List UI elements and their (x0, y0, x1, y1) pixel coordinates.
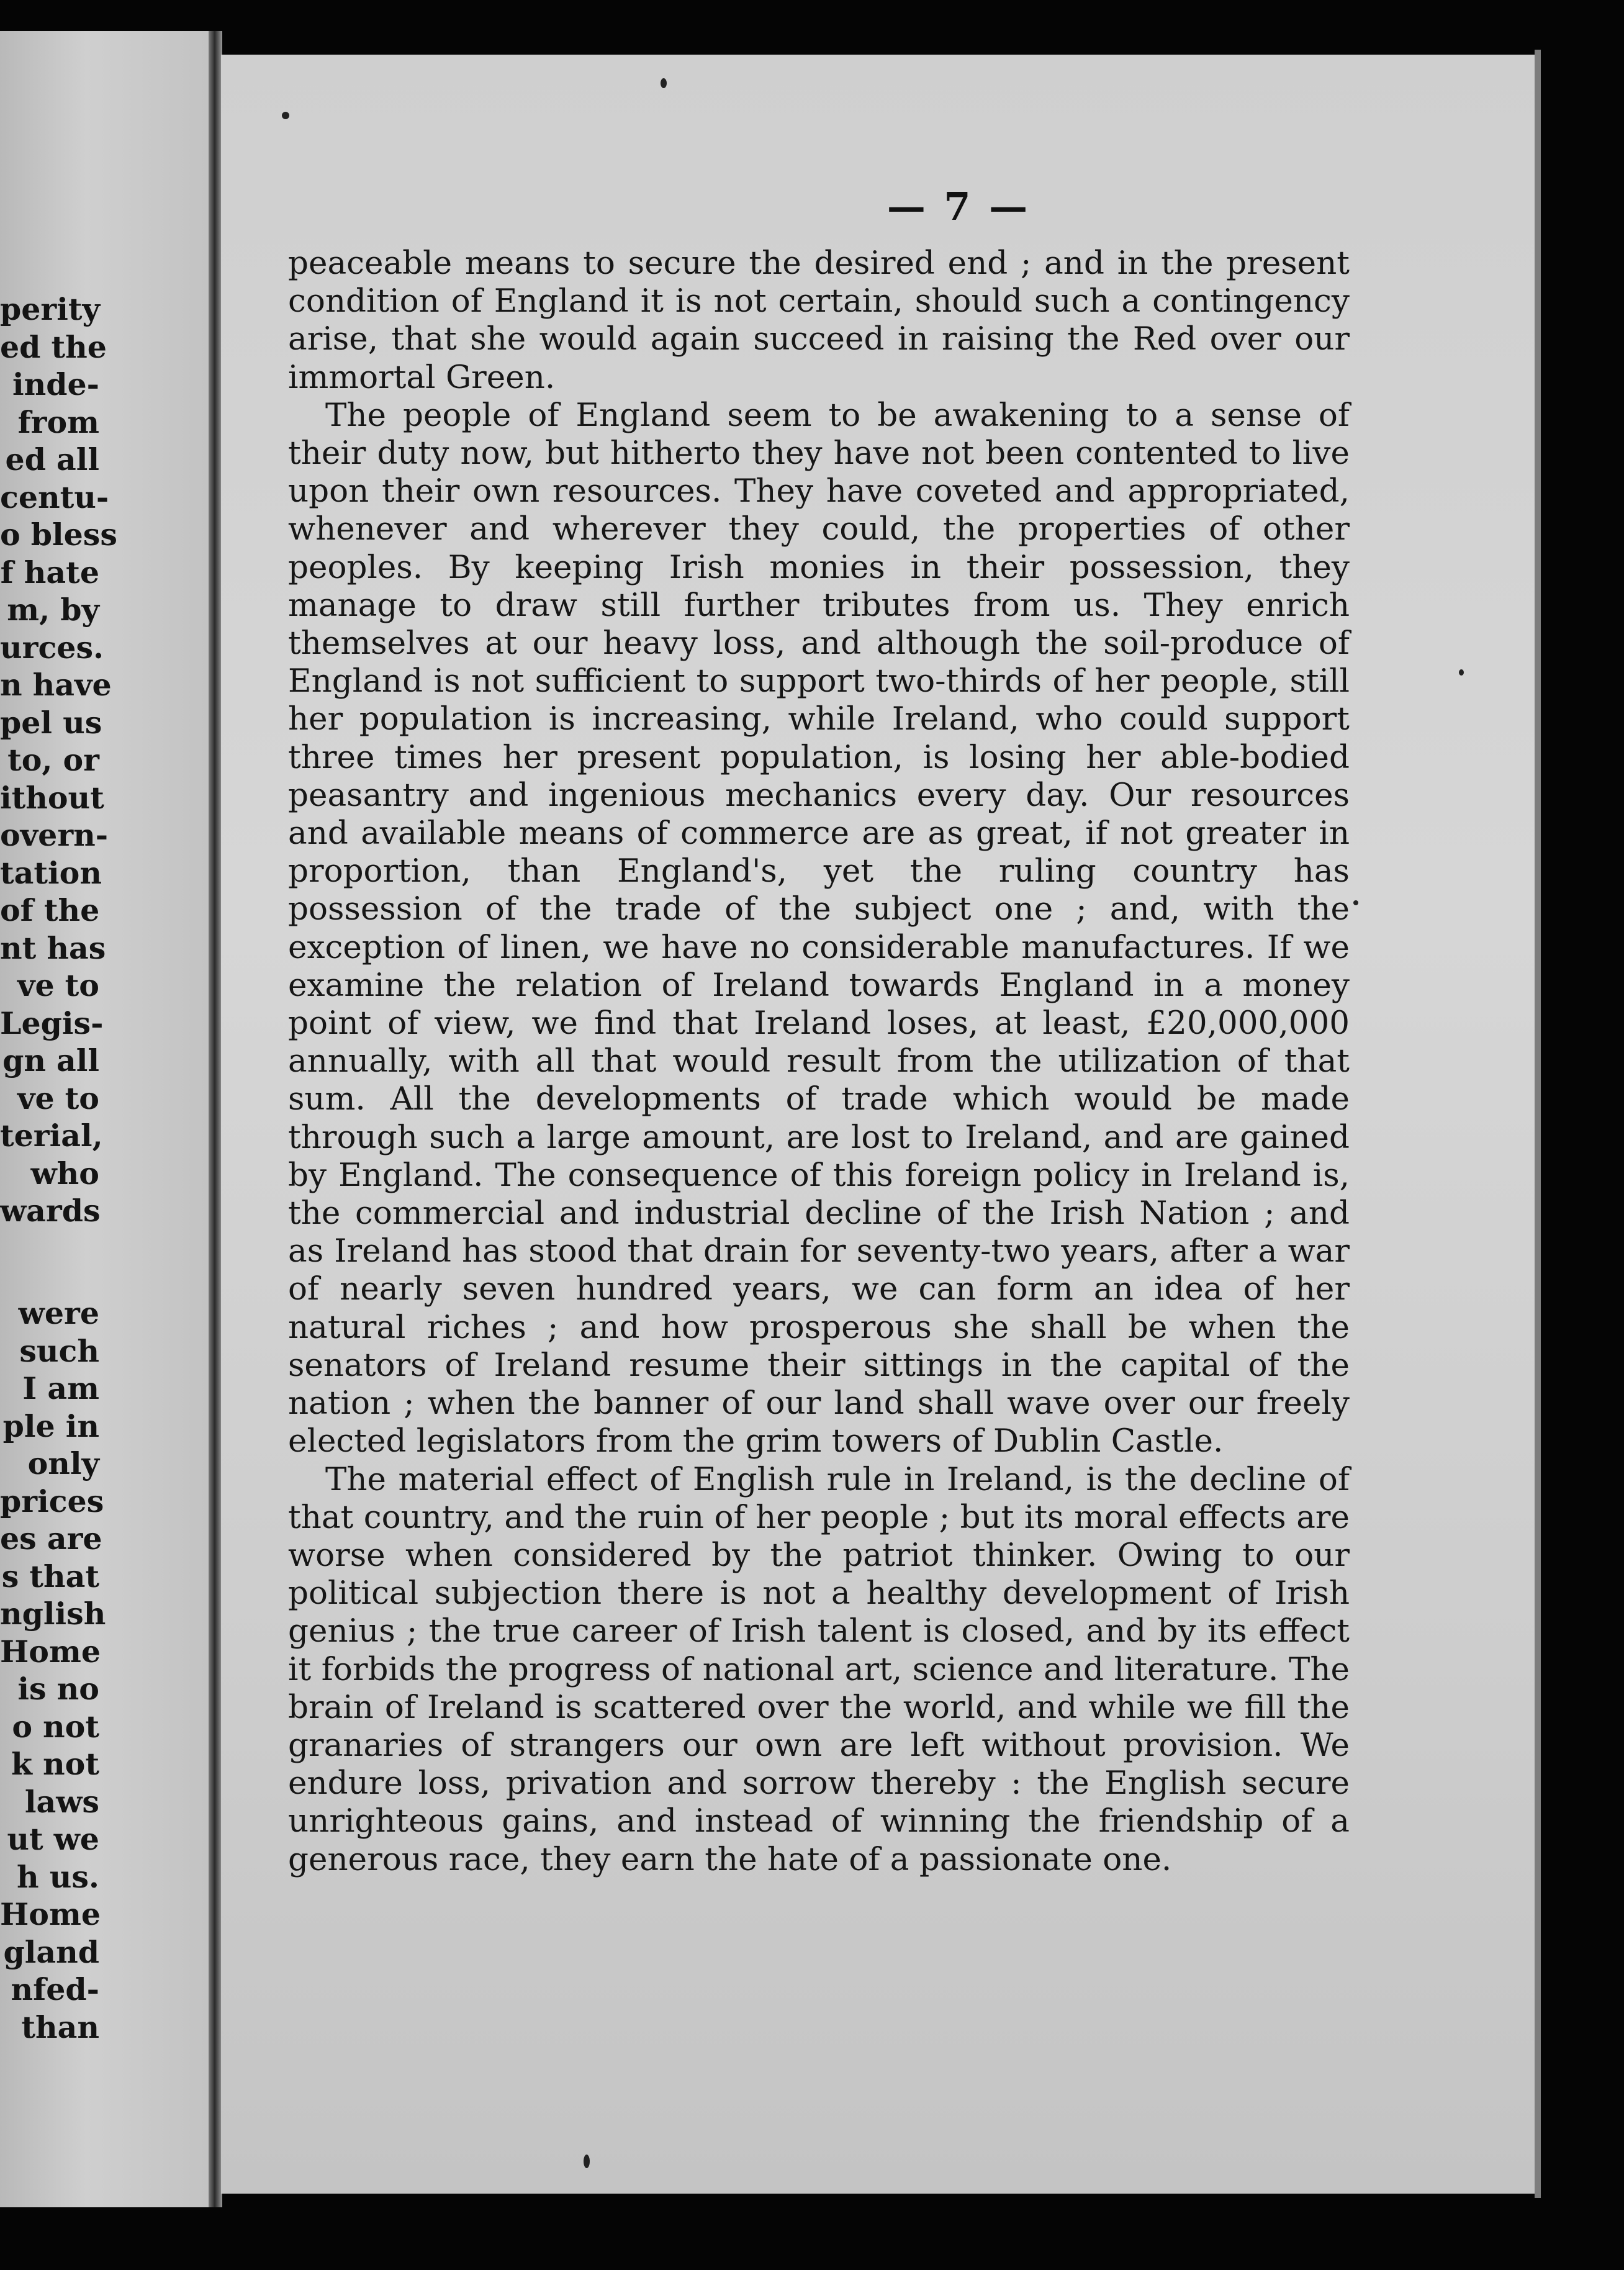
previous-page-line-fragment: pel us (0, 704, 102, 741)
previous-page-line-fragment: urces. (0, 629, 104, 666)
body-text (288, 245, 1350, 1879)
previous-page-line-fragment: k not (11, 1746, 99, 1782)
paragraph-1: peaceable means to secure the desired end ; and in the present condition of England it is not certain, should such a contingency arise, that she would again succeed in raising the Red over our immortal Green. (288, 245, 1350, 396)
ink-speck (1459, 669, 1464, 676)
ink-speck (584, 2155, 590, 2168)
previous-page-line-fragment: from (17, 404, 99, 440)
previous-page-line-fragment: only (27, 1445, 99, 1481)
previous-page-line-fragment: I am (22, 1370, 99, 1406)
previous-page-line-fragment: Home (0, 1633, 101, 1670)
previous-page-line-fragment: es are (0, 1521, 102, 1557)
previous-page-line-fragment: gland (3, 1933, 99, 1970)
previous-page-line-fragment: Home (0, 1896, 101, 1932)
previous-page-line-fragment: ed all (5, 441, 99, 477)
previous-page-line-fragment: o bless (0, 517, 117, 553)
ink-speck (1353, 900, 1358, 905)
previous-page-line-fragment: prices (0, 1483, 104, 1519)
page-7 (221, 55, 1535, 2194)
previous-page-line-fragment: gn all (2, 1042, 99, 1078)
page-edge (1535, 50, 1541, 2198)
previous-page-line-fragment: were (18, 1295, 99, 1331)
previous-page-line-fragment: f hate (0, 554, 99, 590)
previous-page-line-fragment: laws (24, 1783, 99, 1820)
previous-page-line-fragment: tation (0, 854, 102, 891)
previous-page-line-fragment: nfed- (11, 1971, 99, 2007)
previous-page-line-fragment: h us. (17, 1858, 99, 1895)
page-gutter (209, 31, 222, 2207)
previous-page-line-fragment: Legis- (0, 1005, 104, 1041)
previous-page-line-fragment: inde- (12, 366, 99, 402)
previous-page-line-fragment: ithout (0, 779, 104, 816)
previous-page-line-fragment: o not (12, 1708, 99, 1745)
previous-page-line-fragment: is no (17, 1671, 99, 1707)
ink-speck (282, 112, 289, 119)
previous-page-column-bottom (0, 1295, 106, 2046)
previous-page-line-fragment: nglish (0, 1596, 106, 1632)
previous-page-line-fragment: ple in (2, 1408, 99, 1444)
previous-page-line-fragment: such (19, 1332, 99, 1369)
paragraph-3: The material effect of English rule in Ireland, is the decline of that country, and the ruin of her people ; but its moral effects are worse when considered by the patriot thinker. Owing to our political subjection there is not a healthy development of Irish genius ; the true career of Irish talent is closed, and by its effect it forbids the progress of national art, science and literature. The brain of Ireland is scattered over the world, and while we fill the granaries of strangers our own are left without provision. We endure loss, privation and sorrow thereby : the English secure unrighteous gains, and instead of winning the friendship of a generous race, they earn the hate of a passionate one. (288, 1460, 1350, 1878)
previous-page-line-fragment: n have (0, 667, 112, 703)
previous-page-line-fragment: s that (1, 1558, 99, 1594)
previous-page-line-fragment: perity (0, 291, 100, 327)
previous-page-column-top (0, 291, 117, 1230)
previous-page-line-fragment: m, by (7, 592, 99, 628)
ink-speck (661, 78, 667, 88)
previous-page-line-fragment: overn- (0, 817, 109, 853)
previous-page-line-fragment: terial, (0, 1118, 103, 1154)
previous-page-line-fragment: ed the (0, 328, 107, 365)
previous-page-line-fragment: who (30, 1155, 99, 1192)
previous-page-line-fragment: of the (0, 892, 100, 928)
previous-page-line-fragment: ve to (17, 967, 99, 1003)
page-number: — 7 — (886, 184, 1031, 229)
previous-page-line-fragment: centu- (0, 479, 109, 515)
previous-page-line-fragment: wards (0, 1193, 101, 1229)
previous-page-line-fragment: than (21, 2009, 99, 2045)
previous-page-line-fragment: ut we (7, 1821, 99, 1857)
previous-page-line-fragment: ve to (17, 1080, 99, 1116)
previous-page-fragment (0, 31, 216, 2207)
previous-page-line-fragment: nt has (0, 929, 106, 966)
previous-page-line-fragment: to, or (7, 742, 99, 778)
paragraph-2: The people of England seem to be awakening to a sense of their duty now, but hitherto they have not been contented to live upon their own resources. They have coveted and appropriated, whenever and wherever they could, the properties of other peoples. By keeping Irish monies in their possession, they manage to draw still further tributes from us. They enrich themselves at our heavy loss, and although the soil-produce of England is not sufficient to support two-thirds of her people, still her population is increasing, while Ireland, who could support three times her present population, is losing her able-bodied peasantry and ingenious mechanics every day. Our resources and available means of commerce are as great, if not greater in proportion, than England's, yet the ruling country has possession of the trade of the subject one ; and, with the exception of linen, we have no considerable manufactures. If we examine the relation of Ireland towards England in a money point of view, we find that Ireland loses, at least, £20,000,000 annually, with all that would result from the utilization of that sum. All the developments of trade which would be made through such a large amount, are lost to Ireland, and are gained by England. The consequence of this foreign policy in Ireland is, the commercial and industrial decline of the Irish Nation ; and as Ireland has stood that drain for seventy-two years, after a war of nearly seven hundred years, we can form an idea of her natural riches ; and how prosperous she shall be when the senators of Ireland resume their sittings in the capital of the nation ; when the banner of our land shall wave over our freely elected legislators from the grim towers of Dublin Castle. (288, 396, 1350, 1460)
